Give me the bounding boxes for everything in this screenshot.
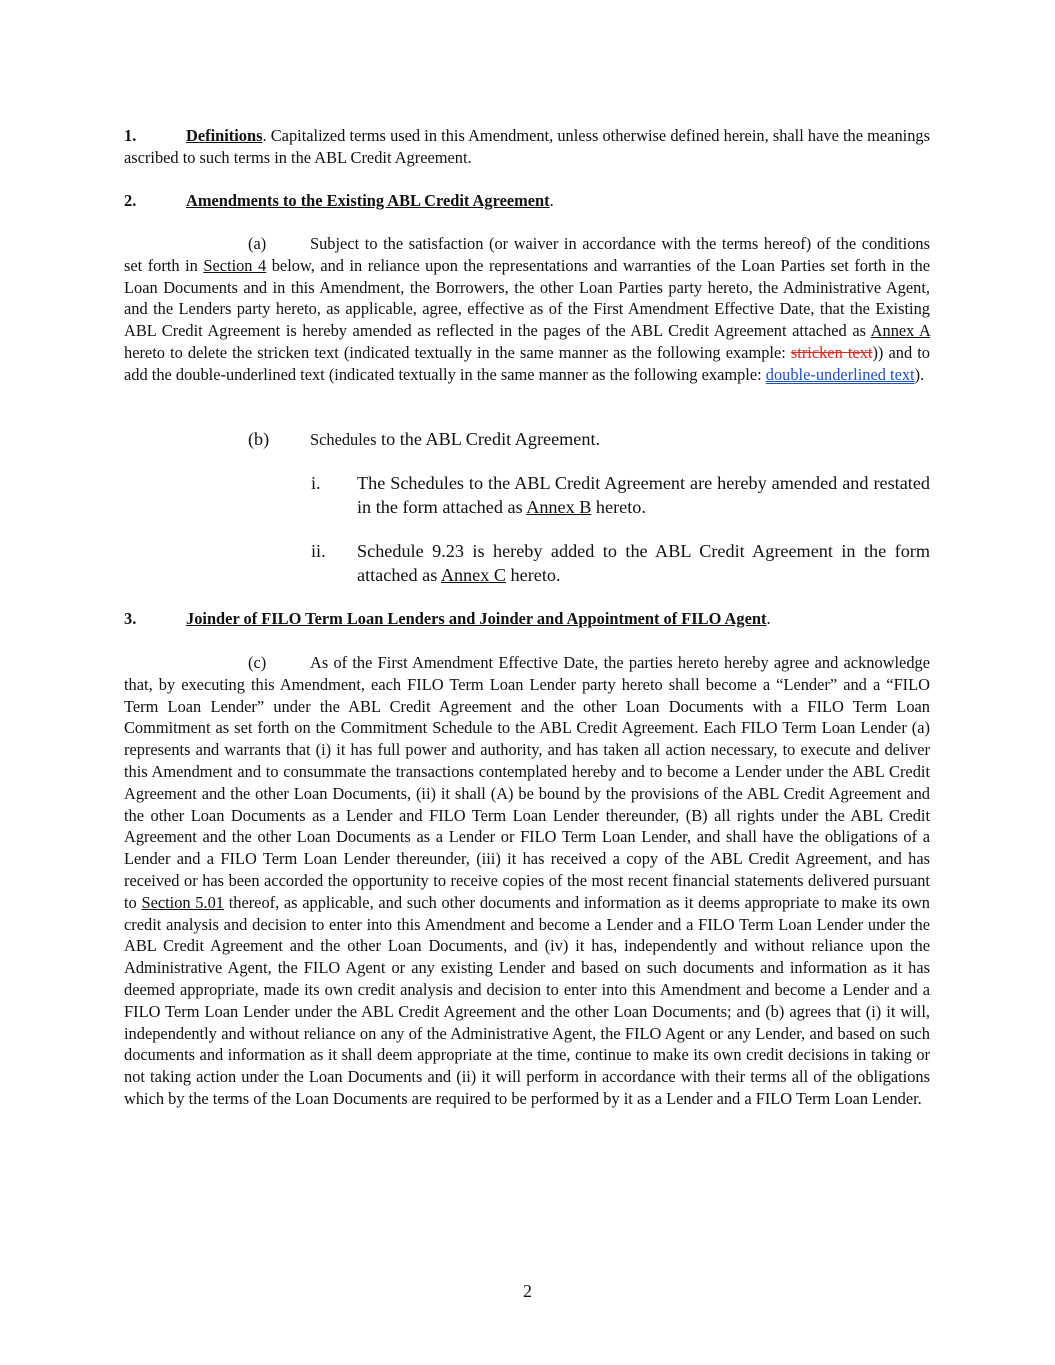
paragraph-a-letter: (a) xyxy=(248,234,267,253)
section-2-heading: Amendments to the Existing ABL Credit Agreement xyxy=(186,191,550,210)
paragraph-c-letter: (c) xyxy=(248,653,267,672)
double-underlined-text-example: double-underlined text xyxy=(765,364,915,384)
list-item-text-2: hereto. xyxy=(591,497,646,517)
section-3-heading: Joinder of FILO Term Loan Lenders and Joinder and Appointment of FILO Agent xyxy=(186,609,767,628)
paragraph-c-text-1: As of the First Amendment Effective Date, the parties hereto hereby agree and acknowledge that, by executing this Amendment, each FILO Term Loan Lender party hereto shall become a “Lender” and a “FILO Term Loan Lender” under the ABL Credit Agreement and the other Loan Documents with a FILO Term Loan Commitment as set forth on the Commitment Schedule to the ABL Credit Agreement. Each FILO Term Loan Lender (a) represents and warrants that (i) it has full power and authority, and has taken all action necessary, to execute and deliver this Amendment and to consummate the transactions contemplated hereby and to become a Lender under the ABL Credit Agreement and the other Loan Documents, (ii) it shall (A) be bound by the provisions of the ABL Credit Agreement and the other Loan Documents as a Lender and FILO Term Loan Lender thereunder, (B) all rights under the ABL Credit Agreement and the other Loan Documents as a Lender or FILO Term Loan Lender, and shall have the obligations of a Lender and a FILO Term Loan Lender thereunder, (iii) it has received a copy of the ABL Credit Agreement, and has received or has been accorded the opportunity to receive copies of the most recent financial statements delivered pursuant to xyxy=(124,653,930,912)
section-2-heading-line xyxy=(124,190,930,212)
paragraph-c xyxy=(124,652,930,1110)
paragraph-c-text-2: thereof, as applicable, and such other documents and information as it deems appropriate to make its own credit analysis and decision to enter into this Amendment and become a Lender and a FILO Term Loan Lender under the ABL Credit Agreement and the other Loan Documents, and (iv) it has, independently and without reliance upon the Administrative Agent, the FILO Agent or any existing Lender and based on such documents and information as it has deemed appropriate, made its own credit analysis and decision to enter into this Amendment and become a Lender and a FILO Term Loan Lender under the ABL Credit Agreement and the other Loan Documents; and (b) agrees that (i) it will, independently and without reliance on any of the Administrative Agent, the FILO Agent or any Lender, and based on such documents and information as it shall deem appropriate at the time, continue to make its own credit decisions in taking or not taking action under the Loan Documents and (ii) it will perform in accordance with their terms all of the obligations which by the terms of the Loan Documents are required to be performed by it as a Lender and a FILO Term Loan Lender. xyxy=(124,892,930,1108)
paragraph-a-text-1: Subject to the satisfaction (or waiver in accordance with the terms hereof) of the conditions set forth in xyxy=(124,234,930,275)
list-item-text-2: hereto. xyxy=(506,565,561,585)
section-1-heading: Definitions xyxy=(186,126,263,145)
annex-c-reference: Annex C xyxy=(440,565,506,585)
section-2-heading-end: . xyxy=(549,191,554,210)
section-5-01-reference: Section 5.01 xyxy=(141,892,224,912)
paragraph-b-letter: (b) xyxy=(248,429,270,449)
section-1 xyxy=(124,125,930,169)
paragraph-a xyxy=(124,233,930,386)
paragraph-b xyxy=(248,427,930,452)
paragraph-b-schedules: Schedules xyxy=(310,430,377,449)
annex-b-reference: Annex B xyxy=(526,497,592,517)
section-4-reference: Section 4 xyxy=(203,255,267,275)
paragraph-b-text: to the ABL Credit Agreement. xyxy=(376,429,601,449)
section-3-number: 3. xyxy=(124,609,137,628)
list-item-text-1: The Schedules to the ABL Credit Agreement are hereby amended and restated in the form attached as xyxy=(357,473,930,517)
stricken-text-example: stricken text xyxy=(790,342,873,362)
section-2-number: 2. xyxy=(124,191,137,210)
section-3-heading-end: . xyxy=(766,609,771,628)
annex-a-reference: Annex A xyxy=(870,321,930,341)
section-1-text: . Capitalized terms used in this Amendment, unless otherwise defined herein, shall have the meanings ascribed to such terms in the ABL Credit Agreement. xyxy=(124,126,930,167)
paragraph-a-text-2: below, and in reliance upon the representations and warranties of the Loan Parties set forth in the Loan Documents and in this Amendment, the Borrowers, the other Loan Parties party hereto, the Administrative Agent, and the Lenders party hereto, as applicable, agree, effective as of the First Amendment Effective Date, that the Existing ABL Credit Agreement is hereby amended as reflected in the pages of the ABL Credit Agreement attached as xyxy=(124,255,930,341)
list-item-roman: i. xyxy=(311,473,321,493)
list-item-roman: ii. xyxy=(311,541,326,561)
list-item-text-1: Schedule 9.23 is hereby added to the ABL Credit Agreement in the form attached as xyxy=(357,541,930,585)
paragraph-a-text-5: ). xyxy=(914,364,925,384)
list-item xyxy=(311,539,930,587)
page-number: 2 xyxy=(523,1281,532,1301)
paragraph-a-text-4: )) and to add the double-underlined text (indicated textually in the same manner as the following example: xyxy=(124,342,931,384)
section-3-heading-line xyxy=(124,608,930,630)
paragraph-a-text-3: hereto to delete the stricken text (indicated textually in the same manner as the following example: xyxy=(124,342,791,362)
list-item xyxy=(311,471,930,519)
section-1-number: 1. xyxy=(124,126,137,145)
